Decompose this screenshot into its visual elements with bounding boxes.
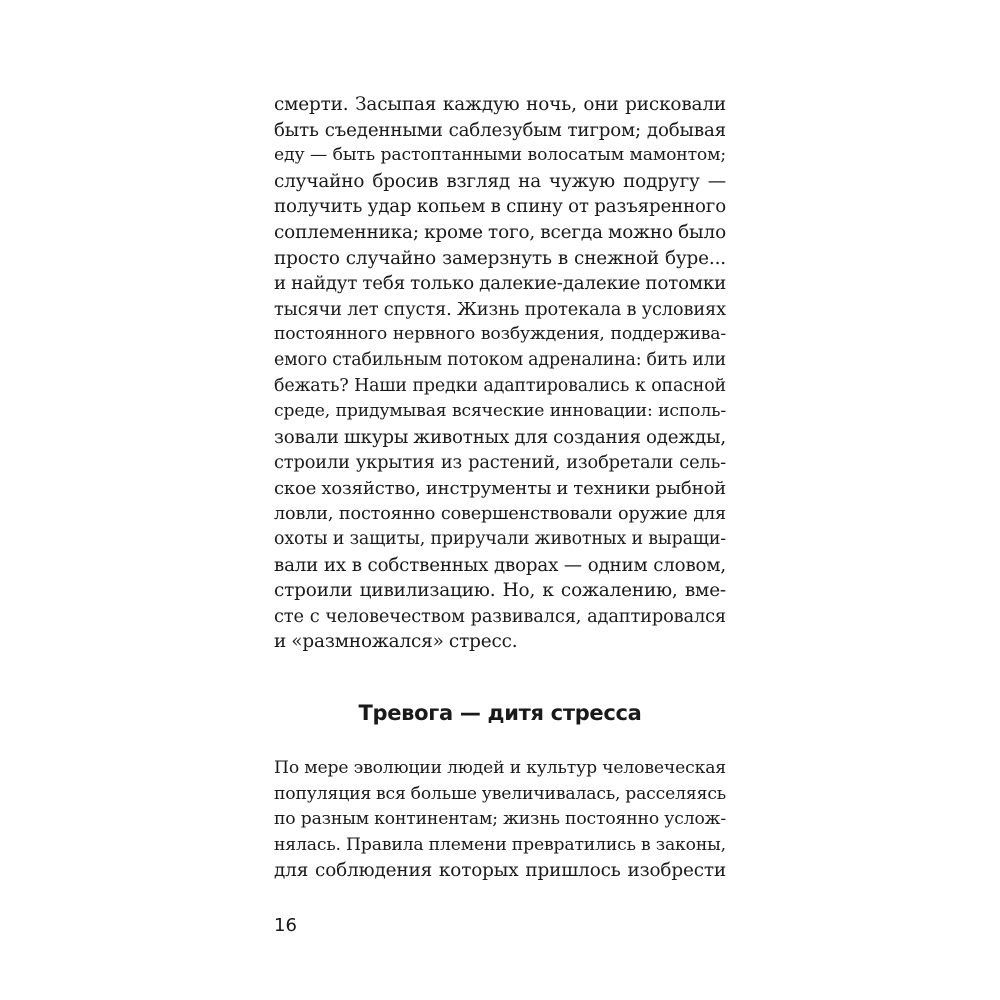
body-paragraph-1: [274, 92, 726, 655]
text-line: смерти. Засыпая каждую ночь, они рисковали: [274, 94, 726, 115]
text-line: получить удар копьем в спину от разъяренного: [274, 196, 726, 218]
text-line: бежать? Наши предки адаптировались к опасной: [274, 375, 726, 396]
text-line: ловли, постоянно совершенствовали оружие для: [274, 503, 726, 524]
text-line: постоянного нервного возбуждения, поддержива-: [274, 324, 726, 345]
text-line: По мере эволюции людей и культур человеческая: [274, 758, 726, 778]
text-line: строили укрытия из растений, изобретали сель-: [274, 452, 726, 474]
text-line: зовали шкуры животных для создания одежды,: [274, 426, 726, 448]
text-line: популяция вся больше увеличивалась, расселяясь: [274, 783, 726, 804]
text-line: по разным континентам; жизнь постоянно услож-: [274, 809, 726, 830]
text-line: тысячи лет спустя. Жизнь протекала в условиях: [274, 298, 726, 320]
text-line: случайно бросив взгляд на чужую подругу —: [274, 170, 726, 192]
text-line: емого стабильным потоком адреналина: бить или: [274, 349, 726, 370]
text-line: и «размножался» стресс.: [274, 631, 518, 653]
text-line: и найдут тебя только далекие-далекие потомки: [274, 273, 727, 295]
text-line: сте с человечеством развивался, адаптировался: [274, 605, 726, 627]
section-heading: Тревога — дитя стресса: [358, 701, 642, 725]
text-line: быть съеденными саблезубым тигром; добывая: [274, 119, 726, 141]
text-line: просто случайно замерзнуть в снежной буре...: [274, 247, 726, 269]
text-line: нялась. Правила племени превратились в законы,: [274, 834, 726, 855]
text-line: строили цивилизацию. Но, к сожалению, вме-: [274, 580, 726, 602]
text-line: охоты и защиты, приручали животных и выращи-: [274, 529, 726, 550]
page-number: 16: [274, 915, 297, 936]
text-line: соплеменника; кроме того, всегда можно было: [274, 221, 726, 243]
text-line: среде, придумывая всяческие инновации: исполь-: [274, 401, 726, 422]
body-paragraph-2: [274, 756, 726, 884]
text-line: вали их в собственных дворах — одним словом,: [274, 554, 726, 576]
text-line: ское хозяйство, инструменты и техники рыбной: [274, 477, 726, 499]
text-line: еду — быть растоптанными волосатым мамонтом;: [274, 145, 726, 166]
text-line: для соблюдения которых пришлось изобрести: [274, 860, 726, 882]
